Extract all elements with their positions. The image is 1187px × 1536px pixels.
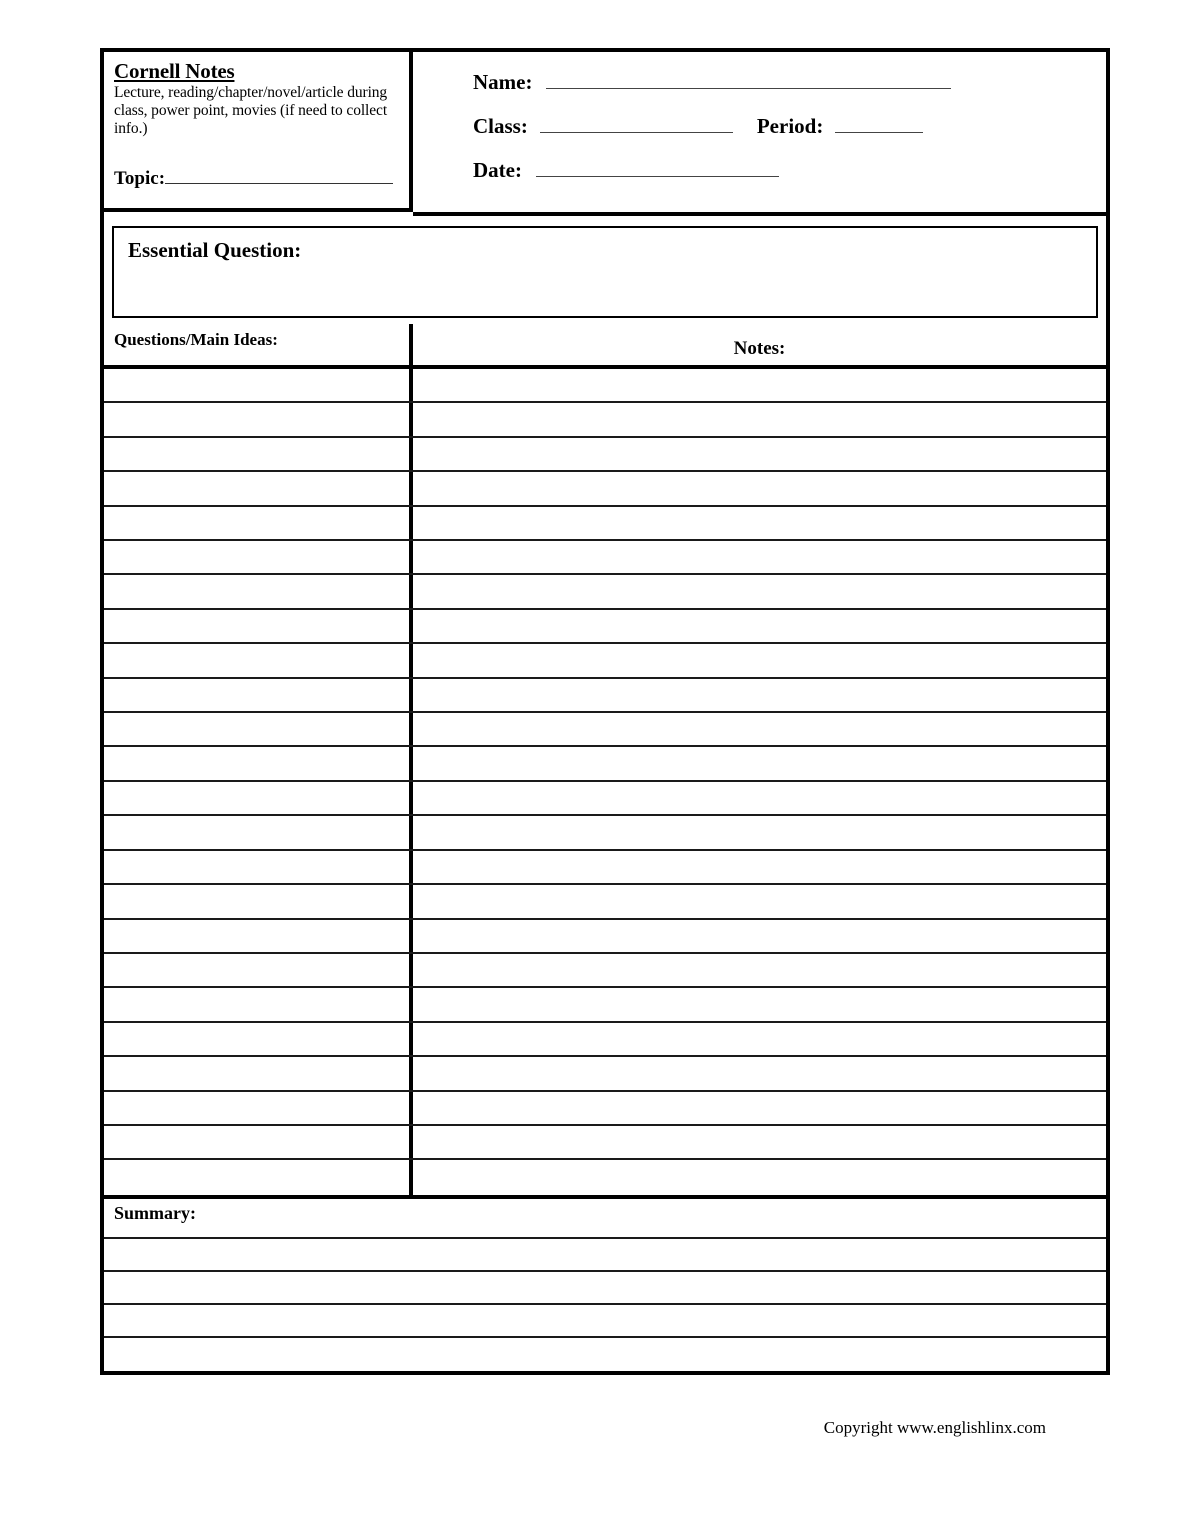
header-right-cell (413, 52, 1106, 216)
questions-cell[interactable] (104, 1023, 413, 1055)
summary-row[interactable] (104, 1305, 1106, 1338)
notes-cell[interactable] (413, 472, 1106, 504)
questions-cell[interactable] (104, 851, 413, 883)
table-row (104, 713, 1106, 747)
notes-cell[interactable] (413, 403, 1106, 435)
notes-cell[interactable] (413, 816, 1106, 848)
name-input[interactable] (546, 71, 951, 89)
date-field-row (473, 158, 1106, 183)
notes-cell[interactable] (413, 885, 1106, 917)
questions-cell[interactable] (104, 679, 413, 711)
period-input[interactable] (835, 115, 923, 133)
notes-cell[interactable] (413, 920, 1106, 952)
topic-field-row (114, 168, 399, 190)
notes-cell[interactable] (413, 575, 1106, 607)
summary-row[interactable] (104, 1338, 1106, 1371)
table-row (104, 747, 1106, 781)
notes-cell[interactable] (413, 1057, 1106, 1089)
notes-cell[interactable] (413, 1126, 1106, 1158)
notes-cell[interactable] (413, 1092, 1106, 1124)
questions-cell[interactable] (104, 369, 413, 401)
questions-cell[interactable] (104, 713, 413, 745)
class-period-field-row (473, 114, 1106, 139)
questions-cell[interactable] (104, 747, 413, 779)
questions-cell[interactable] (104, 1160, 413, 1194)
page-subtitle: Lecture, reading/chapter/novel/article during class, power point, movies (if need to collect info.) (114, 83, 388, 137)
table-row (104, 369, 1106, 403)
table-row (104, 610, 1106, 644)
questions-cell[interactable] (104, 782, 413, 814)
questions-cell[interactable] (104, 575, 413, 607)
table-row (104, 782, 1106, 816)
table-row (104, 1023, 1106, 1057)
questions-cell[interactable] (104, 920, 413, 952)
questions-cell[interactable] (104, 541, 413, 573)
table-row (104, 954, 1106, 988)
table-row (104, 403, 1106, 437)
questions-cell[interactable] (104, 472, 413, 504)
date-label: Date: (473, 158, 522, 182)
table-row (104, 541, 1106, 575)
table-row (104, 920, 1106, 954)
questions-cell[interactable] (104, 1092, 413, 1124)
class-label: Class: (473, 114, 528, 138)
summary-region (104, 1195, 1106, 1371)
table-row (104, 644, 1106, 678)
period-label: Period: (756, 114, 824, 138)
notes-cell[interactable] (413, 438, 1106, 470)
table-row (104, 438, 1106, 472)
notes-cell[interactable] (413, 644, 1106, 676)
questions-cell[interactable] (104, 988, 413, 1020)
questions-cell[interactable] (104, 1057, 413, 1089)
questions-cell[interactable] (104, 438, 413, 470)
questions-cell[interactable] (104, 885, 413, 917)
table-row (104, 575, 1106, 609)
table-row (104, 507, 1106, 541)
notes-cell[interactable] (413, 507, 1106, 539)
table-row (104, 885, 1106, 919)
questions-cell[interactable] (104, 507, 413, 539)
questions-cell[interactable] (104, 954, 413, 986)
table-row (104, 851, 1106, 885)
notes-cell[interactable] (413, 713, 1106, 745)
notes-cell[interactable] (413, 851, 1106, 883)
table-row (104, 679, 1106, 713)
column-header-row (104, 324, 1106, 369)
notes-cell[interactable] (413, 1023, 1106, 1055)
cornell-notes-worksheet (100, 48, 1110, 1375)
topic-input[interactable] (165, 168, 393, 184)
questions-cell[interactable] (104, 816, 413, 848)
notes-cell[interactable] (413, 541, 1106, 573)
notes-cell[interactable] (413, 782, 1106, 814)
date-input[interactable] (536, 159, 779, 177)
name-label: Name: (473, 70, 533, 94)
table-row (104, 1092, 1106, 1126)
questions-cell[interactable] (104, 403, 413, 435)
copyright-footer: Copyright www.englishlinx.com (823, 1418, 1046, 1437)
notes-column-header: Notes: (733, 338, 786, 359)
essential-question-region (104, 220, 1106, 324)
summary-label: Summary: (104, 1199, 1106, 1239)
notes-cell[interactable] (413, 679, 1106, 711)
summary-row[interactable] (104, 1272, 1106, 1305)
table-row (104, 816, 1106, 850)
table-row (104, 1160, 1106, 1194)
notes-cell[interactable] (413, 988, 1106, 1020)
header-left-cell (104, 52, 413, 212)
table-row (104, 1057, 1106, 1091)
summary-row[interactable] (104, 1239, 1106, 1272)
notes-cell[interactable] (413, 610, 1106, 642)
topic-label: Topic: (114, 167, 166, 189)
questions-cell[interactable] (104, 644, 413, 676)
class-input[interactable] (540, 115, 733, 133)
notes-cell[interactable] (413, 369, 1106, 401)
questions-column-header: Questions/Main Ideas: (104, 324, 413, 365)
essential-question-box[interactable] (112, 226, 1098, 318)
notes-grid (104, 369, 1106, 1195)
summary-rows (104, 1239, 1106, 1371)
table-row (104, 472, 1106, 506)
essential-question-label: Essential Question: (128, 238, 302, 262)
name-field-row (473, 70, 1106, 95)
questions-cell[interactable] (104, 1126, 413, 1158)
table-row (104, 988, 1106, 1022)
notes-cell[interactable] (413, 954, 1106, 986)
page-title: Cornell Notes (114, 59, 235, 83)
notes-cell[interactable] (413, 1160, 1106, 1194)
questions-cell[interactable] (104, 610, 413, 642)
table-row (104, 1126, 1106, 1160)
notes-cell[interactable] (413, 747, 1106, 779)
header-region (104, 52, 1106, 220)
